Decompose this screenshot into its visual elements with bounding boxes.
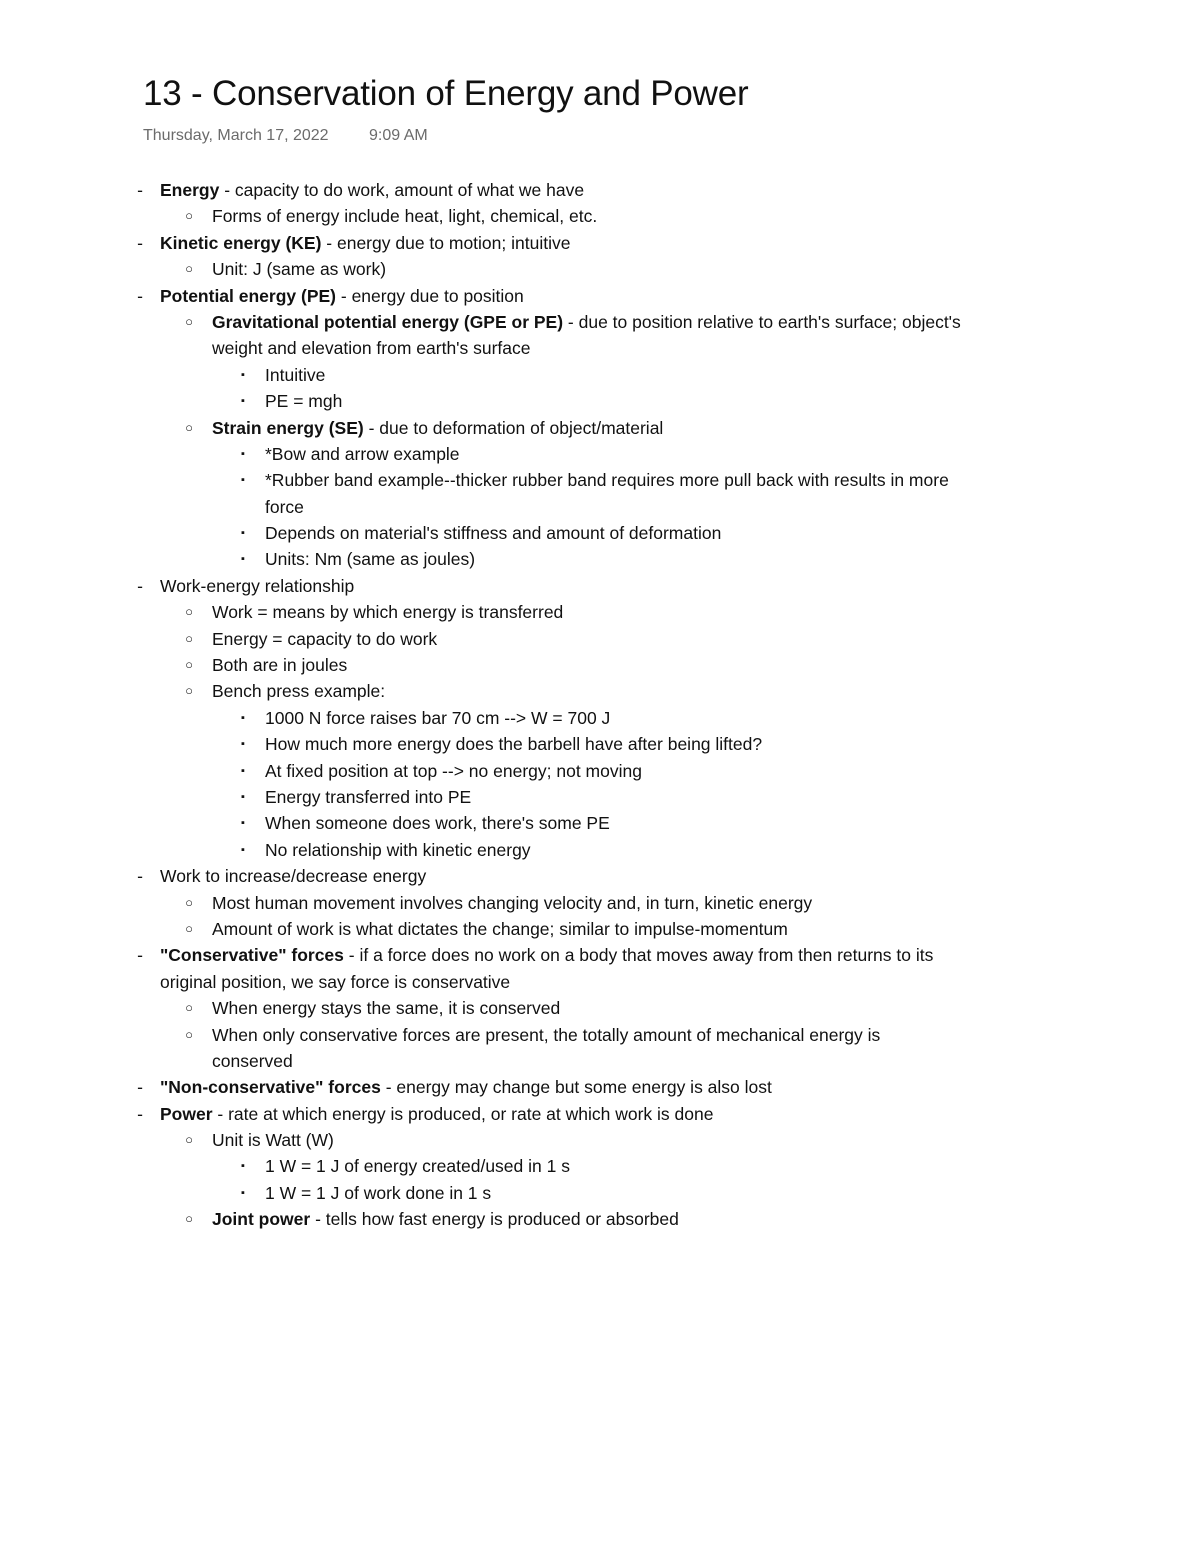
list-item-description: Amount of work is what dictates the change; similar to impulse-momentum — [212, 918, 788, 939]
square-bullet-icon: ▪ — [241, 447, 245, 460]
circle-bullet-icon: ○ — [185, 261, 193, 277]
page-title: 13 - Conservation of Energy and Power — [143, 74, 749, 113]
list-item — [0, 415, 1200, 441]
list-item-text — [160, 969, 510, 995]
list-item — [0, 1180, 1200, 1206]
square-bullet-icon: ▪ — [241, 1160, 245, 1173]
list-item-text — [265, 494, 304, 520]
list-item-continuation — [0, 335, 1200, 361]
dash-bullet-icon: - — [137, 945, 143, 966]
circle-bullet-icon: ○ — [185, 313, 193, 329]
list-item — [0, 256, 1200, 282]
list-item-text — [212, 203, 597, 229]
list-item-text — [212, 916, 788, 942]
list-item-text — [265, 1180, 491, 1206]
list-item-term: Strain energy (SE) — [212, 417, 364, 438]
list-item — [0, 362, 1200, 388]
list-item-text — [265, 837, 531, 863]
dash-bullet-icon: - — [137, 232, 143, 253]
list-item-term: Potential energy (PE) — [160, 285, 337, 306]
list-item-text — [160, 863, 426, 889]
list-item-text — [160, 1074, 772, 1100]
list-item-text — [212, 995, 560, 1021]
dash-bullet-icon: - — [137, 285, 143, 306]
list-item-description: force — [265, 496, 304, 517]
list-item-text — [265, 1153, 570, 1179]
list-item-text — [265, 731, 762, 757]
list-item-term: Energy — [160, 180, 220, 200]
square-bullet-icon: ▪ — [241, 764, 245, 777]
list-item-text — [212, 890, 812, 916]
list-item-description: - tells how fast energy is produced or absorbed — [310, 1209, 679, 1230]
circle-bullet-icon: ○ — [185, 683, 193, 699]
square-bullet-icon: ▪ — [241, 368, 245, 381]
square-bullet-icon: ▪ — [241, 843, 245, 856]
list-item-text — [265, 441, 460, 467]
list-item-description: Depends on material's stiffness and amount of deformation — [265, 523, 722, 544]
circle-bullet-icon: ○ — [185, 1132, 193, 1148]
list-item — [0, 705, 1200, 731]
list-item-text — [160, 283, 524, 309]
list-item-text — [265, 388, 342, 414]
list-item-continuation — [0, 494, 1200, 520]
circle-bullet-icon: ○ — [185, 1000, 193, 1016]
list-item-description: Energy = capacity to do work — [212, 628, 438, 649]
list-item-text — [265, 705, 610, 731]
circle-bullet-icon: ○ — [185, 208, 193, 224]
square-bullet-icon: ▪ — [241, 790, 245, 803]
list-item-text — [212, 652, 347, 678]
list-item-text — [212, 335, 531, 361]
list-item-text — [212, 1127, 334, 1153]
list-item — [0, 1127, 1200, 1153]
dash-bullet-icon: - — [137, 1077, 143, 1098]
list-item — [0, 863, 1200, 889]
list-item-description: Both are in joules — [212, 655, 348, 676]
list-item-text — [212, 1048, 293, 1074]
list-item — [0, 942, 1200, 968]
list-item-text — [212, 415, 663, 441]
list-item — [0, 520, 1200, 546]
list-item-description: How much more energy does the barbell have after being lifted? — [265, 734, 763, 755]
square-bullet-icon: ▪ — [241, 395, 245, 408]
note-time: 9:09 AM — [369, 127, 428, 144]
list-item-description: When someone does work, there's some PE — [265, 813, 610, 834]
list-item-term: Kinetic energy (KE) — [160, 232, 322, 253]
list-item-text — [212, 256, 386, 282]
list-item-description: conserved — [212, 1050, 293, 1071]
list-item-description: original position, we say force is conservative — [160, 971, 511, 992]
list-item — [0, 467, 1200, 493]
circle-bullet-icon: ○ — [185, 894, 193, 910]
list-item — [0, 1022, 1200, 1048]
list-item-term: Joint power — [212, 1209, 311, 1230]
list-item-text — [212, 1206, 679, 1232]
list-item-text — [212, 678, 385, 704]
list-item — [0, 810, 1200, 836]
list-item-description: Forms of energy include heat, light, chemical, etc. — [212, 206, 598, 227]
list-item-term: "Non-conservative" forces — [160, 1077, 381, 1098]
list-item-description: 1000 N force raises bar 70 cm --> W = 700 J — [265, 707, 611, 728]
list-item — [0, 388, 1200, 414]
list-item-text — [160, 573, 354, 599]
list-item-text — [212, 599, 563, 625]
list-item-description: - energy due to position — [336, 285, 524, 306]
list-item-description: Energy transferred into PE — [265, 786, 472, 807]
list-item — [0, 995, 1200, 1021]
list-item-description: Work-energy relationship — [160, 575, 355, 596]
list-item-continuation — [0, 969, 1200, 995]
circle-bullet-icon: ○ — [185, 657, 193, 673]
list-item-description: - due to deformation of object/material — [363, 417, 664, 438]
list-item — [0, 652, 1200, 678]
list-item — [0, 203, 1200, 229]
list-item-text — [265, 467, 949, 493]
list-item-text — [160, 177, 584, 203]
list-item — [0, 573, 1200, 599]
list-item-text — [265, 546, 475, 572]
note-date: Thursday, March 17, 2022 — [143, 127, 329, 144]
list-item-description: weight and elevation from earth's surface — [212, 338, 531, 359]
list-item-description: When energy stays the same, it is conserved — [212, 998, 561, 1019]
list-item — [0, 916, 1200, 942]
list-item — [0, 837, 1200, 863]
list-item — [0, 1153, 1200, 1179]
list-item — [0, 1101, 1200, 1127]
list-item — [0, 177, 1200, 203]
list-item-description: 1 W = 1 J of energy created/used in 1 s — [265, 1156, 570, 1177]
list-item — [0, 546, 1200, 572]
list-item — [0, 1206, 1200, 1232]
note-timestamp — [143, 127, 428, 145]
list-item-description: - rate at which energy is produced, or rate at which work is done — [212, 1103, 714, 1124]
dash-bullet-icon: - — [137, 575, 143, 596]
list-item-text — [265, 784, 471, 810]
dash-bullet-icon: - — [137, 866, 143, 887]
list-item-description: - energy due to motion; intuitive — [321, 232, 571, 253]
list-item — [0, 309, 1200, 335]
list-item-description: *Rubber band example--thicker rubber band requires more pull back with results in more — [265, 470, 949, 491]
list-item-term: Power — [160, 1103, 213, 1124]
square-bullet-icon: ▪ — [241, 1186, 245, 1199]
list-item — [0, 758, 1200, 784]
list-item-description: *Bow and arrow example — [265, 443, 460, 464]
list-item-description: - due to position relative to earth's surface; object's — [563, 311, 961, 332]
list-item — [0, 731, 1200, 757]
list-item-description: Work = means by which energy is transferred — [212, 602, 564, 623]
square-bullet-icon: ▪ — [241, 711, 245, 724]
list-item-description: Units: Nm (same as joules) — [265, 549, 476, 570]
list-item-description: Most human movement involves changing velocity and, in turn, kinetic energy — [212, 892, 813, 913]
list-item-description: No relationship with kinetic energy — [265, 839, 531, 860]
list-item-text — [265, 362, 325, 388]
list-item-description: When only conservative forces are present, the totally amount of mechanical energy is — [212, 1024, 881, 1045]
list-item-term: Gravitational potential energy (GPE or PE) — [212, 311, 564, 332]
list-item — [0, 441, 1200, 467]
list-item-text — [265, 810, 610, 836]
list-item-description: PE = mgh — [265, 391, 343, 412]
circle-bullet-icon: ○ — [185, 419, 193, 435]
list-item — [0, 784, 1200, 810]
circle-bullet-icon: ○ — [185, 1026, 193, 1042]
list-item-description: At fixed position at top --> no energy; not moving — [265, 760, 642, 781]
square-bullet-icon: ▪ — [241, 474, 245, 487]
list-item-text — [212, 309, 961, 335]
circle-bullet-icon: ○ — [185, 630, 193, 646]
list-item-description: - if a force does no work on a body that moves away from then returns to its — [343, 945, 934, 966]
list-item — [0, 890, 1200, 916]
square-bullet-icon: ▪ — [241, 738, 245, 751]
list-item-continuation — [0, 1048, 1200, 1074]
list-item-text — [160, 230, 570, 256]
square-bullet-icon: ▪ — [241, 817, 245, 830]
list-item — [0, 283, 1200, 309]
note-outline — [0, 177, 1200, 1233]
list-item-description: - capacity to do work, amount of what we have — [219, 180, 585, 200]
list-item-text — [212, 1022, 880, 1048]
list-item-description: Bench press example: — [212, 681, 386, 702]
list-item-description: Work to increase/decrease energy — [160, 866, 427, 887]
list-item-text — [212, 626, 437, 652]
list-item — [0, 678, 1200, 704]
list-item — [0, 230, 1200, 256]
list-item-text — [160, 1101, 713, 1127]
list-item-text — [265, 758, 642, 784]
circle-bullet-icon: ○ — [185, 920, 193, 936]
dash-bullet-icon: - — [137, 180, 143, 200]
list-item — [0, 626, 1200, 652]
list-item-description: Unit is Watt (W) — [212, 1130, 334, 1151]
square-bullet-icon: ▪ — [241, 527, 245, 540]
circle-bullet-icon: ○ — [185, 1211, 193, 1227]
circle-bullet-icon: ○ — [185, 604, 193, 620]
list-item-term: "Conservative" forces — [160, 945, 344, 966]
list-item — [0, 1074, 1200, 1100]
list-item-description: - energy may change but some energy is also lost — [380, 1077, 772, 1098]
list-item-description: Unit: J (same as work) — [212, 259, 387, 280]
list-item-description: 1 W = 1 J of work done in 1 s — [265, 1182, 492, 1203]
list-item-text — [160, 942, 933, 968]
list-item — [0, 599, 1200, 625]
dash-bullet-icon: - — [137, 1103, 143, 1124]
square-bullet-icon: ▪ — [241, 553, 245, 566]
list-item-description: Intuitive — [265, 364, 326, 385]
list-item-text — [265, 520, 721, 546]
